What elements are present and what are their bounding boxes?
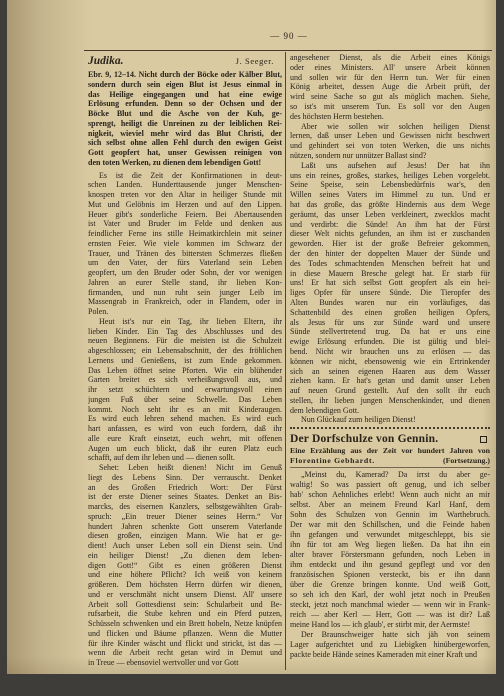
- text-line: diesen großen, einzigen Mann. Wie hat er ge-: [88, 531, 282, 541]
- text-line: Schüsseln schwenken und ein Brett hobeln, Netze knüpfen: [88, 619, 282, 628]
- text-line: „Meinst du, Kamerad? Da irrst du aber ge-: [301, 470, 490, 479]
- article-author: J. Seeger.: [235, 56, 274, 66]
- story-byline: [290, 456, 490, 466]
- text-line: Gott geopfert hat, unser Gewissen reinigen von: [88, 148, 282, 157]
- story-author: Florentine Gebhardt.: [290, 455, 375, 465]
- header-rule: [84, 50, 492, 51]
- left-column: [88, 55, 282, 668]
- text-line: Massengrab in Frankreich, oder in Flandern, oder in: [88, 297, 282, 307]
- text-line: ist der erste Diener seines Staates. Denket an Bis-: [88, 492, 282, 502]
- text-line: ziehen kann. Er hat's getan und damit unser Leben: [290, 376, 490, 386]
- paragraph: [88, 171, 282, 317]
- story-title: Der Dorfschulze von Gennin.: [290, 433, 439, 445]
- text-line: über die Grenze bringen konnte. Und weiß Gott,: [290, 580, 490, 589]
- text-line: jungen Fuß über seine Schwelle. Das Leben: [88, 394, 282, 404]
- text-line: Trauer, und Tränen des bittersten Schmerzes fließen: [88, 248, 282, 258]
- text-line: reich — aber Kerl — Herr, Gott — was ist dir? Laß: [290, 610, 490, 619]
- article-title: Judika.: [88, 55, 124, 67]
- text-line: hat das große, das größte Hindernis aus dem Wege: [290, 199, 490, 209]
- story-header-rule: [290, 467, 490, 468]
- text-line: hundert Jahren schenkte Gott unserem Vaterlande: [88, 521, 282, 531]
- text-line: selbst. Aber an meinem Freund Karl Hanf, dem: [290, 500, 490, 509]
- text-line: Laßt uns aufsehen auf Jesus! Der hat ihn: [301, 160, 490, 170]
- text-line: geworden. Hier ist der große Befreier gekommen,: [290, 239, 490, 249]
- text-line: ein heiliger Dienst! „Zu dienen dem leben-: [88, 550, 282, 560]
- text-line: angesehener Dienst, als die Arbeit eines Königs: [290, 53, 490, 62]
- text-line: neuen Beginnens. Für die meisten ist die Schulzeit: [88, 336, 282, 346]
- text-line: können wir nicht, ebensowenig wie ein Ertrinkender: [290, 356, 490, 366]
- text-line: sondern durch sein eigen Blut ist Jesus einmal in: [88, 79, 282, 89]
- text-line: in diese Mauern Bresche gelegt hat. Er starb für: [290, 268, 490, 278]
- text-line: Garten breitet es sich verheißungsvoll aus, und: [88, 375, 282, 385]
- square-ornament-icon: [480, 436, 487, 443]
- text-line: dient! Auch unser Leben soll ein Dienst sein. Und: [88, 541, 282, 550]
- text-line: Seine Speise, sein Lebensbedürfnis war's, den: [290, 180, 490, 190]
- text-line: alle eure Kraft einsetzt, euch wehrt, mit offenen: [88, 433, 282, 443]
- story-subtitle-line: Eine Erzählung aus der Zeit vor hundert Jahren von: [290, 446, 490, 455]
- text-line: nigkeit, wieviel mehr wird das Blut Christi, der: [88, 128, 282, 138]
- text-line: sprengt, heiligt die Unreinen zu der leiblichen Rei-: [88, 118, 282, 128]
- text-line: geräumt, das unser Leben verkleinert, zwecklos macht: [290, 209, 490, 219]
- text-line: Böcke Blut und die Asche von der Kuh, ge-: [88, 109, 282, 118]
- text-line: französischen Spionen versteckt, bis er ihn dann: [290, 570, 490, 579]
- text-line: waltig! So was passiert oft genug, und ich selber: [290, 480, 490, 489]
- text-line: Sehet: Leben heißt dienen! Nicht im Genuß: [99, 463, 282, 472]
- article-header: [88, 55, 282, 70]
- paragraph: [88, 463, 282, 668]
- continuation-note: (Fortsetzung.): [443, 455, 490, 465]
- text-line: ihn gefangen und verwundet mitgeschleppt, bis sie: [290, 530, 490, 539]
- paragraph: [88, 70, 282, 168]
- ornament-rule: [290, 427, 490, 429]
- text-line: Heuer gibt's sonderliche Feiern. Bei Abertausenden: [88, 209, 282, 219]
- text-line: Augen um euch blickt, daß ihr euren Platz euch: [88, 443, 282, 453]
- text-line: kommt. Noch seht ihr es an mit Kinderaugen.: [88, 404, 282, 414]
- text-line: auf neuen Grund gestellt. Auf den sollt ihr euch: [290, 386, 490, 396]
- text-line: den toten Werken, zu dienen dem lebendigen Gott!: [88, 157, 262, 167]
- paragraph: [290, 415, 490, 425]
- text-line: packte beide Hände seines Kameraden mit einer Kraft und: [290, 650, 478, 659]
- text-line: lieben Kinder. Ein Tag des Abschlusses und des: [88, 326, 282, 336]
- text-line: firmanden, und nun ruht sein junger Leib im: [88, 287, 282, 297]
- text-line: ihn für tot am Weg liegen ließen. Da hat ihn ein: [290, 540, 490, 549]
- text-line: ist Vater und Bruder im Felde und denken aus: [88, 219, 282, 229]
- text-line: hab' schon Aehnliches erlebt! Wenn auch nicht an mir: [290, 490, 490, 499]
- text-line: rufsarbeit, die Stube kehren und ein Pferd putzen,: [88, 609, 282, 619]
- text-line: stellen, ihr lieben jungen Menschenkinder, und dienen: [290, 395, 490, 405]
- text-line: ewige Erlösung erfunden. Die ist gültig und blei-: [290, 337, 490, 347]
- text-line: Erlösung erfunden. Denn so der Ochsen und der: [88, 99, 282, 109]
- paragraph: [290, 161, 490, 416]
- paragraph: [290, 630, 490, 660]
- text-line: feindlicher Ferne ins stille Heimatkirchlein mit seiner: [88, 229, 282, 238]
- text-line: ihm entdeckt und ihn gesund gepflegt und vor den: [290, 560, 490, 569]
- text-line: so seh ich den Karl, der wohl jetzt noch in Preußen: [290, 590, 490, 599]
- text-line: und eine höhere Pflicht? Ich weiß von keinem: [88, 570, 282, 580]
- text-line: wird seine Sache so gut als möglich machen. Siehe,: [290, 92, 490, 102]
- text-line: Es ist die Zeit der Konfirmationen in deut-: [99, 170, 282, 180]
- text-line: oder eines Ministers. All' unsere Arbeit können: [290, 62, 490, 72]
- text-line: Das Leben öffnet seine Pforten. Wie ein blühender: [88, 365, 282, 375]
- text-line: alter braver Förstersmann gefunden, noch Leben in: [290, 550, 490, 559]
- story-header: [290, 432, 490, 446]
- paragraph: [290, 122, 490, 161]
- text-line: an des Großen Friedrich Wort: Der Fürst: [88, 482, 282, 492]
- text-line: für ihre Kinder wäscht und flickt und strickt, ist das —: [88, 638, 282, 648]
- text-line: und flicken und Bäume pflanzen. Wenn die Mutter: [88, 628, 282, 638]
- text-line: dem lebendigen Gott.: [290, 405, 360, 415]
- text-line: Ebr. 9, 12–14. Nicht durch der Böcke oder Kälber Blut,: [88, 70, 282, 79]
- paragraph: [290, 53, 490, 122]
- text-line: König arbeitet, dessen Auge die Arbeit prüft, der: [290, 82, 490, 92]
- text-line: Alten Bundes waren nur ein vorläufiges, das: [290, 297, 490, 307]
- text-line: marcks, des eisernen Kanzlers, selbstgewählten Grab-: [88, 502, 282, 511]
- text-line: liegt des Lebens Sinn. Der verrauscht. Denket: [88, 472, 282, 482]
- text-line: dieser Welt nichts gefunden, an ihm ist er zuschanden: [290, 229, 490, 239]
- text-line: nützen, sondern nur unnützer Ballast sind?: [290, 150, 427, 160]
- article-body-right: [290, 53, 490, 425]
- text-line: Der war mit den Schillschen, und die Feinde haben: [290, 520, 490, 529]
- text-line: wenn die Arbeit recht getan wird in Demut und: [88, 648, 282, 658]
- text-line: meine Hand los — ich glaub', er stirbt mir, der Aermste!: [290, 620, 471, 629]
- text-line: Willen seines Vaters im Himmel zu tun. Und er: [290, 190, 490, 200]
- text-line: Jahren an eurer Stelle stand, ihr lieben Kon-: [88, 277, 282, 287]
- page-number: — 90 —: [270, 31, 308, 41]
- text-line: lernen, daß unser Leben und Gewissen nicht beschwert: [290, 131, 490, 141]
- text-line: als Jesus für uns zur Sünde ward und unsere: [290, 317, 490, 327]
- text-line: Heut ist's nur ein Tag, ihr lieben Eltern, ihr: [99, 316, 282, 326]
- text-line: geopfert, um den Bruder oder Sohn, der vor wenigen: [88, 268, 282, 277]
- text-line: der den hinter der doppelten Mauer der Sünde und: [290, 248, 490, 258]
- text-line: Mut und Gelöbnis im Herzen und auf den Lippen.: [88, 199, 282, 209]
- text-line: Lernens und Genießens, ist zum Ende gekommen.: [88, 355, 282, 365]
- text-line: Arbeit soll Gottesdienst sein: Schularbeit und Be-: [88, 599, 282, 609]
- text-line: Der Braunschweiger hatte sich jäh von seinem: [301, 630, 490, 639]
- text-line: Lager aufgerichtet und zu Liebigken hinübergeworfen,: [290, 640, 490, 649]
- text-line: Nun Glückauf zum heiligen Dienst!: [301, 415, 416, 425]
- scripture-passage: [88, 70, 282, 168]
- text-line: digen Gott!“ Gibt es einen größeren Dienst: [88, 560, 282, 570]
- text-line: sich selbst ohne allen Fehl durch den ewigen Geist: [88, 138, 282, 148]
- column-divider: [285, 52, 286, 670]
- text-line: spruch: „Ein treuer Diener seines Herrn.“ Vor: [88, 511, 282, 521]
- serial-story-section: [290, 427, 490, 660]
- story-body: [290, 470, 490, 660]
- text-line: schen Landen. Hunderttausende junger Menschen-: [88, 180, 282, 190]
- right-column: [290, 53, 490, 425]
- text-line: so ist's mit unserem Tun. Es soll vor den Augen: [290, 101, 490, 111]
- text-line: Schattenbild des einen großen heiligen Opfers,: [290, 307, 490, 317]
- text-line: und verdirbt: die Sünde! An ihm hat der Fürst: [290, 219, 490, 229]
- text-line: uns! Er hat sich selbst Gott geopfert als ein hei-: [290, 278, 490, 288]
- text-line: und sollen wir für den Herrn tun. Wer für einen: [290, 72, 490, 82]
- text-line: in Treue — ebensoviel wertvoller und vor Gott: [88, 658, 239, 667]
- text-line: ernsten Feier. Wie viele kommen im Schwarz der: [88, 238, 282, 248]
- text-line: ihr setzt schüchtern und erwartungsvoll einen: [88, 385, 282, 394]
- story-subtitle: [290, 446, 490, 465]
- article-body-left: [88, 171, 282, 668]
- text-line: Polen.: [88, 307, 109, 316]
- text-line: des höchsten Herrn bestehen.: [290, 111, 384, 121]
- text-line: des Todes schmachtenden Menschen befreit hat und: [290, 258, 490, 268]
- text-line: und er verschmäht nicht unsern Dienst. All' unsere: [88, 589, 282, 599]
- text-line: uns ein reines, großes, starkes, heiliges Leben vorgelebt.: [290, 170, 490, 180]
- text-line: Aber wie sollen wir solchen heiligen Dienst: [301, 121, 490, 131]
- text-line: steckt, jetzt noch manchmal wieder — wenn wir in Frank-: [290, 600, 490, 609]
- text-line: um den Vater, der fürs Vaterland sein Leben: [88, 258, 282, 268]
- text-line: Sohn des Schulzen von Gennin im Warthebruch.: [290, 510, 490, 519]
- text-line: Es wird euch lehren sehend machen. Es wird euch: [88, 414, 282, 424]
- text-line: das Heilige eingegangen und hat eine ewige: [88, 89, 282, 99]
- text-line: sich an seinen eigenen Haaren aus dem Wasser: [290, 366, 490, 376]
- text-line: und gehindert sei von toten Werken, die uns nichts: [290, 141, 490, 151]
- paragraph: [88, 317, 282, 463]
- paragraph: [290, 470, 490, 630]
- text-line: bend. Nicht wir brauchen uns zu erlösen — das: [290, 346, 490, 356]
- text-line: liges Opfer für unsere Sünde. Die Tieropfer des: [290, 288, 490, 298]
- text-line: größeren. Dem höchsten Herrn dürfen wir dienen,: [88, 580, 282, 589]
- text-line: abgeschlossen; ein Lebensabschnitt, der des fröhlichen: [88, 346, 282, 355]
- text-line: schafft, auf dem ihr leben und — dienen sollt.: [88, 453, 235, 463]
- text-line: Sünde stellvertretend trug. Da hat er uns eine: [290, 327, 490, 337]
- text-line: knospen treten vor den Altar in heiliger Stunde mit: [88, 190, 282, 199]
- text-line: hart anfassen, es wird von euch fordern, daß ihr: [88, 424, 282, 433]
